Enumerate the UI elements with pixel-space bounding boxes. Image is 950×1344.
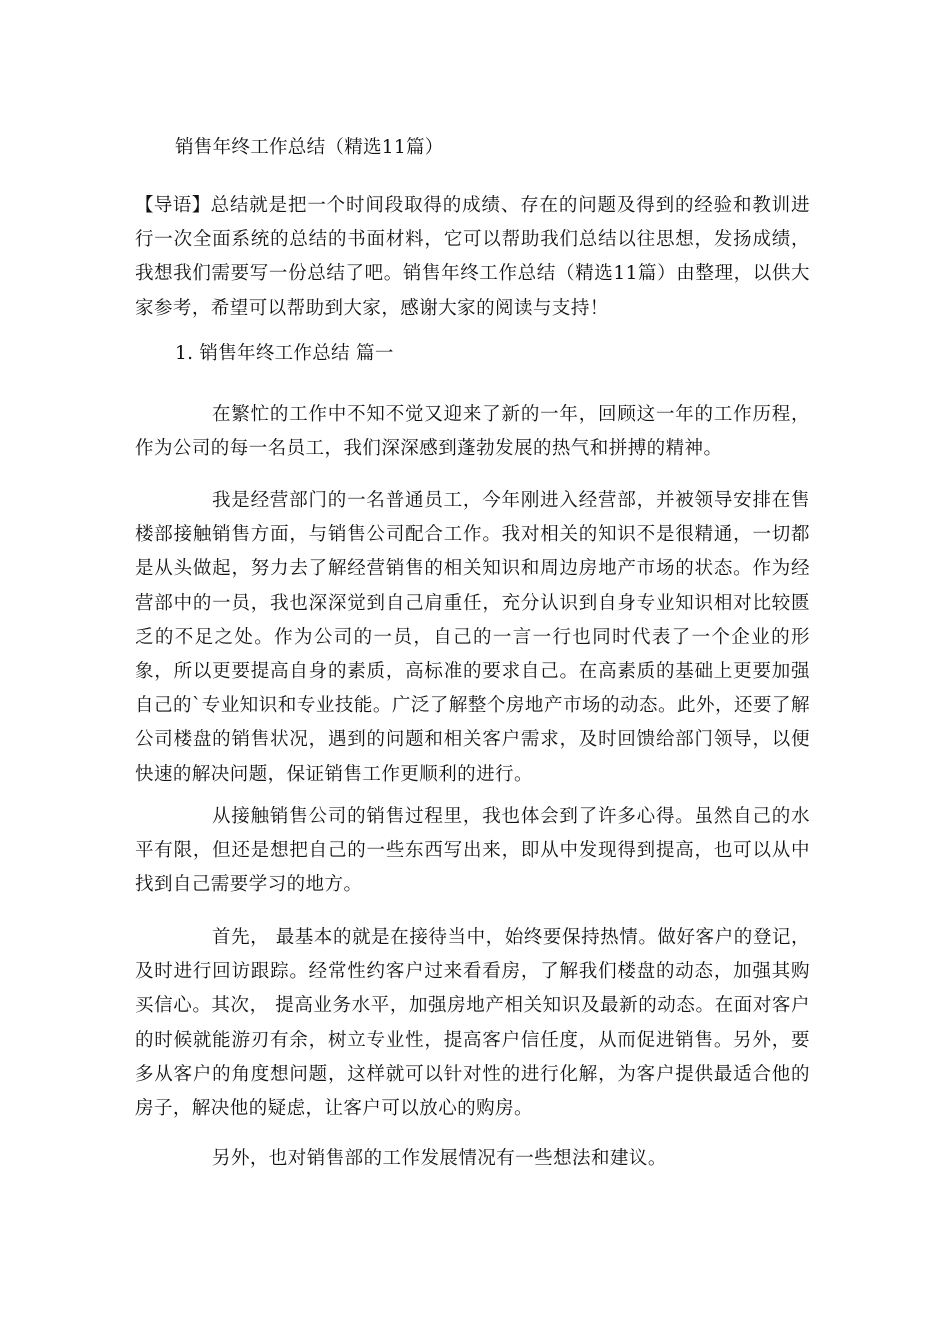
body-paragraph-4: 首先， 最基本的就是在接待当中，始终要保持热情。做好客户的登记，及时进行回访跟踪。经常性约客户过来看看房，了解我们楼盘的动态，加强其购买信心。其次， 提高业务水平，加强房地产相关知识及最新的动态。在面对客户的时候就能游刃有余，树立专业性，提高客户信任度，从而促进销售。另外，要多从客户的角度想问题，这样就可以针对性的进行化解，为客户提供最适合他的房子，解决他的疑虑，让客户可以放心的购房。 xyxy=(135,927,810,1120)
body-paragraph-3: 从接触销售公司的销售过程里，我也体会到了许多心得。虽然自己的水平有限，但还是想把自己的一些东西写出来，即从中发现得到提高，也可以从中找到自己需要学习的地方。 xyxy=(135,806,810,896)
intro-text: 总结就是把一个时间段取得的成绩、存在的问题及得到的经验和教训进行一次全面系统的总结的书面材料，它可以帮助我们总结以往思想，发扬成绩，我想我们需要写一份总结了吧。销售年终工作总结（精选11篇）由整理，以供大家参考，希望可以帮助到大家，感谢大家的阅读与支持！ xyxy=(135,195,810,319)
body-paragraph-5: 另外，也对销售部的工作发展情况有一些想法和建议。 xyxy=(212,1148,667,1169)
intro-label: 【导语】 xyxy=(135,195,211,216)
intro-paragraph xyxy=(135,189,810,326)
document-title: 销售年终工作总结（精选11篇） xyxy=(175,137,444,158)
body-paragraph-2: 我是经营部门的一名普通员工，今年刚进入经营部，并被领导安排在售楼部接触销售方面，与销售公司配合工作。我对相关的知识不是很精通，一切都是从头做起，努力去了解经营销售的相关知识和周边房地产市场的状态。作为经营部中的一员，我也深深觉到自己肩重任，充分认识到自身专业知识相对比较匮乏的不足之处。作为公司的一员，自己的一言一行也同时代表了一个企业的形象，所以更要提高自身的素质，高标准的要求自己。在高素质的基础上更要加强自己的`专业知识和专业技能。广泛了解整个房地产市场的动态。此外，还要了解公司楼盘的销售状况，遇到的问题和相关客户需求，及时回馈给部门领导，以便快速的解决问题，保证销售工作更顺利的进行。 xyxy=(135,490,810,785)
section-heading: 1. 销售年终工作总结 篇一 xyxy=(175,343,394,364)
body-paragraph-1: 在繁忙的工作中不知不觉又迎来了新的一年，回顾这一年的工作历程，作为公司的每一名员工，我们深深感到蓬勃发展的热气和拼搏的精神。 xyxy=(135,404,810,460)
